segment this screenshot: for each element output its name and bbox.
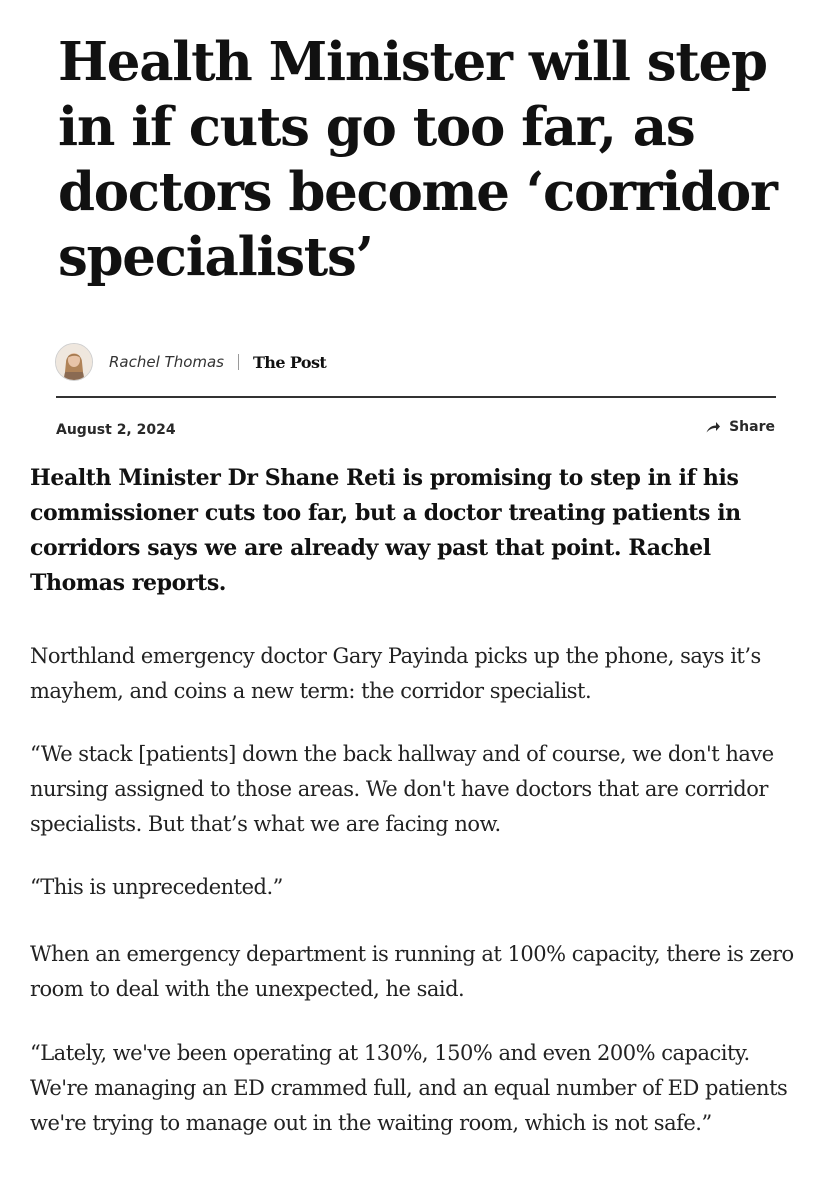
- publish-date: August 2, 2024: [56, 422, 176, 438]
- body-paragraph: “Lately, we've been operating at 130%, 150% and even 200% capacity. We're managing an ED crammed full, and an equal number of ED patients we're trying to manage out in the waiting room, which is not safe.”: [30, 1041, 788, 1135]
- body-paragraph: “We stack [patients] down the back hallway and of course, we don't have nursing assigned to those areas. We don't have doctors that are corridor specialists. But that’s what we are facing now.: [30, 742, 774, 836]
- body-paragraph: Northland emergency doctor Gary Payinda picks up the phone, says it’s mayhem, and coins a new term: the corridor specialist.: [30, 644, 761, 703]
- article-standfirst: Health Minister Dr Shane Reti is promising to step in if his commissioner cuts too far, but a doctor treating patients in corridors says we are already way past that point. Rachel Thomas reports.: [30, 465, 741, 596]
- byline-divider: [238, 354, 239, 370]
- body-paragraph: When an emergency department is running at 100% capacity, there is zero room to deal with the unexpected, he said.: [30, 942, 794, 1001]
- author-headshot-icon: [56, 344, 92, 380]
- header-rule: [56, 396, 776, 398]
- publication-name[interactable]: The Post: [253, 352, 327, 372]
- share-label: Share: [729, 419, 775, 435]
- body-paragraph: “This is unprecedented.”: [30, 875, 283, 899]
- byline: [55, 342, 326, 382]
- article-headline: Health Minister will step in if cuts go too far, as doctors become ‘corridor specialists’: [58, 31, 777, 288]
- share-button[interactable]: [705, 419, 775, 435]
- author-name[interactable]: Rachel Thomas: [109, 353, 224, 371]
- author-avatar[interactable]: [55, 343, 93, 381]
- share-arrow-icon: [705, 420, 721, 434]
